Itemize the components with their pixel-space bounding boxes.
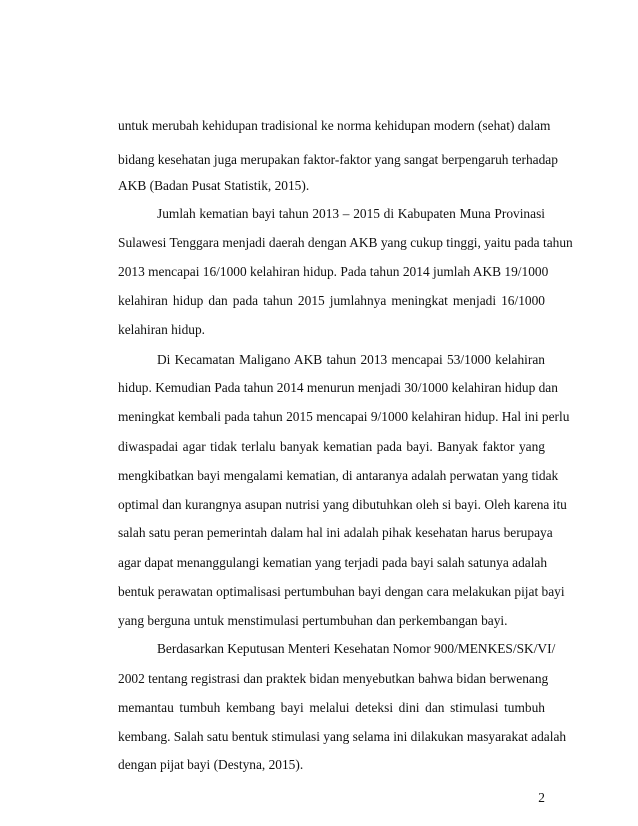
text-line: kembang. Salah satu bentuk stimulasi yang selama ini dilakukan masyarakat adalah: [118, 729, 567, 744]
text-line: Jumlah kematian bayi tahun 2013 – 2015 di Kabupaten Muna Provinasi: [157, 206, 545, 221]
text-line: untuk merubah kehidupan tradisional ke norma kehidupan modern (sehat) dalam: [118, 118, 551, 133]
text-line: mengkibatkan bayi mengalami kematian, di antaranya adalah perwatan yang tidak: [118, 468, 559, 483]
text-line: agar dapat menanggulangi kematian yang terjadi pada bayi salah satunya adalah: [118, 555, 548, 570]
text-line: dengan pijat bayi (Destyna, 2015).: [118, 757, 304, 772]
text-line: memantau tumbuh kembang bayi melalui deteksi dini dan stimulasi tumbuh: [118, 700, 545, 715]
text-line: Berdasarkan Keputusan Menteri Kesehatan Nomor 900/MENKES/SK/VI/: [157, 641, 556, 656]
text-line: kelahiran hidup.: [118, 322, 206, 337]
text-line: AKB (Badan Pusat Statistik, 2015).: [118, 178, 310, 193]
text-line: salah satu peran pemerintah dalam hal ini adalah pihak kesehatan harus berupaya: [118, 525, 553, 540]
text-line: 2013 mencapai 16/1000 kelahiran hidup. Pada tahun 2014 jumlah AKB 19/1000: [118, 264, 549, 279]
text-line: optimal dan kurangnya asupan nutrisi yang dibutuhkan oleh si bayi. Oleh karena itu: [118, 497, 567, 512]
text-line: 2002 tentang registrasi dan praktek bidan menyebutkan bahwa bidan berwenang: [118, 671, 549, 686]
page-number: 2: [538, 790, 545, 805]
text-line: bentuk perawatan optimalisasi pertumbuhan bayi dengan cara melakukan pijat bayi: [118, 584, 565, 599]
text-line: yang berguna untuk menstimulasi pertumbuhan dan perkembangan bayi.: [118, 613, 508, 628]
text-line: meningkat kembali pada tahun 2015 mencapai 9/1000 kelahiran hidup. Hal ini perlu: [118, 409, 570, 424]
text-line: diwaspadai agar tidak terlalu banyak kematian pada bayi. Banyak faktor yang: [118, 439, 545, 454]
text-line: Di Kecamatan Maligano AKB tahun 2013 mencapai 53/1000 kelahiran: [157, 352, 545, 367]
text-line: Sulawesi Tenggara menjadi daerah dengan AKB yang cukup tinggi, yaitu pada tahun: [118, 235, 573, 250]
text-line: kelahiran hidup dan pada tahun 2015 jumlahnya meningkat menjadi 16/1000: [118, 293, 545, 308]
text-line: bidang kesehatan juga merupakan faktor-faktor yang sangat berpengaruh terhadap: [118, 152, 558, 167]
text-line: hidup. Kemudian Pada tahun 2014 menurun menjadi 30/1000 kelahiran hidup dan: [118, 380, 558, 395]
